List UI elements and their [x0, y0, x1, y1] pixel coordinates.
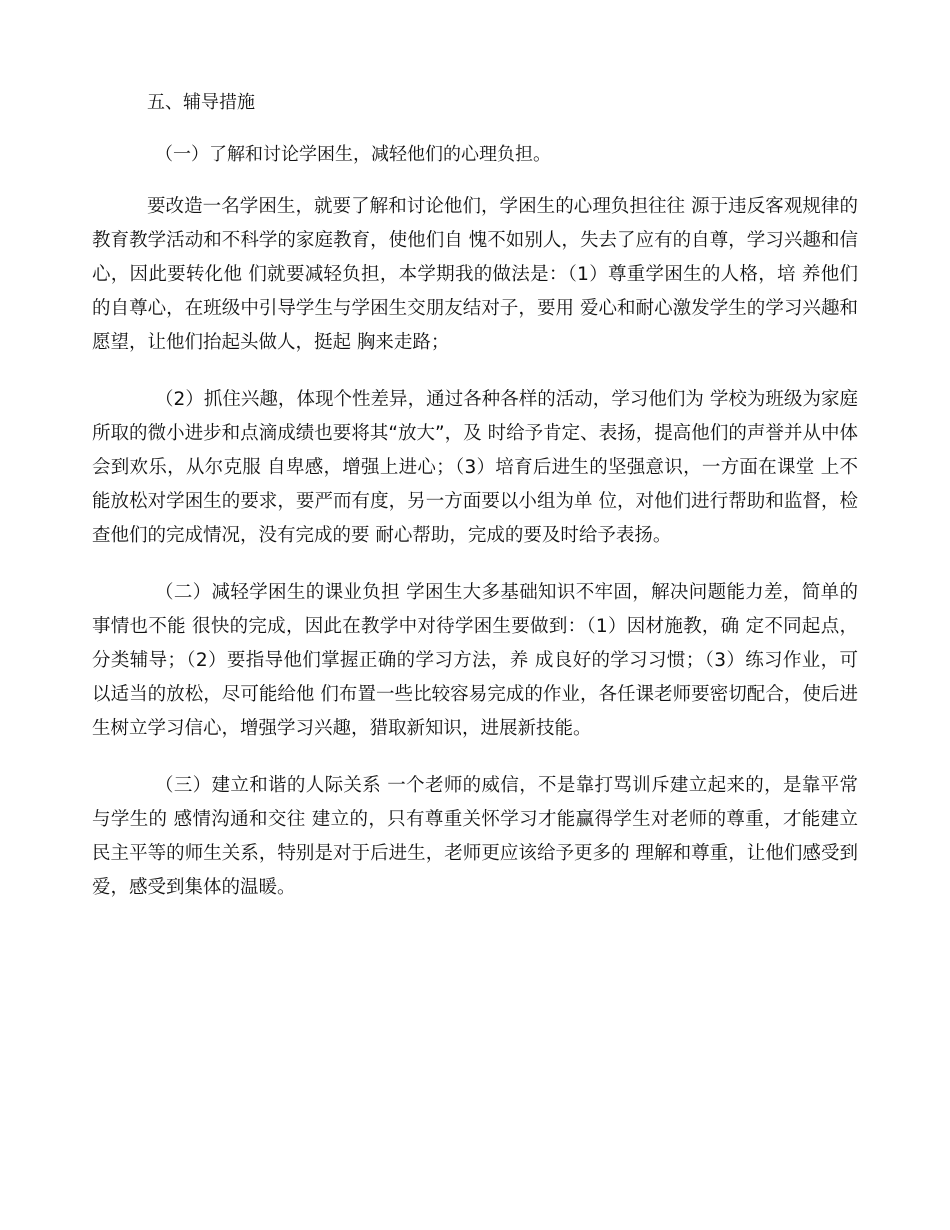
subsection-heading-1: （一）了解和讨论学困生，减轻他们的心理负担。 — [155, 144, 551, 165]
document-content — [92, 86, 858, 905]
section-heading: 五、辅导措施 — [147, 92, 255, 113]
paragraph-1: 要改造一名学困生，就要了解和讨论他们，学困生的心理负担往往 源于违反客观规律的教育教学活动和不科学的家庭教育，使他们自 愧不如别人，失去了应有的自尊，学习兴趣和信心，因此要转化他 们就要减轻负担，本学期我的做法是：（1）尊重学困生的人格，培 养他们的自尊心，在班级中引导学生与学困生交朋友结对子，要用 爱心和耐心激发学生的学习兴趣和愿望，让他们抬起头做人，挺起 胸来走路； — [92, 196, 858, 353]
paragraph-2: （2）抓住兴趣，体现个性差异，通过各种各样的活动，学习他们为 学校为班级为家庭所取的微小进步和点滴成绩也要将其“放大”，及 时给予肯定、表扬，提高他们的声誉并从中体会到欢乐，从尔克服 自卑感，增强上进心；（3）培育后进生的坚强意识，一方面在课堂 上不能放松对学困生的要求，要严而有度，另一方面要以小组为单 位，对他们进行帮助和监督，检查他们的完成情况，没有完成的要 耐心帮助，完成的要及时给予表扬。 — [92, 389, 858, 546]
paragraph-3: （二）减轻学困生的课业负担 学困生大多基础知识不牢固，解决问题能力差，简单的事情也不能 很快的完成，因此在教学中对待学困生要做到：（1）因材施教，确 定不同起点，分类辅导；（2）要指导他们掌握正确的学习方法，养 成良好的学习习惯；（3）练习作业，可以适当的放松，尽可能给他 们布置一些比较容易完成的作业，各任课老师要密切配合，使后进 生树立学习信心，增强学习兴趣，猎取新知识，进展新技能。 — [92, 582, 858, 739]
paragraph-4: （三）建立和谐的人际关系 一个老师的威信，不是靠打骂训斥建立起来的，是靠平常与学生的 感情沟通和交往 建立的，只有尊重关怀学习才能赢得学生对老师的尊重，才能建立 民主平等的师生关系，特别是对于后进生，老师更应该给予更多的 理解和尊重，让他们感受到爱，感受到集体的温暖。 — [92, 775, 858, 898]
